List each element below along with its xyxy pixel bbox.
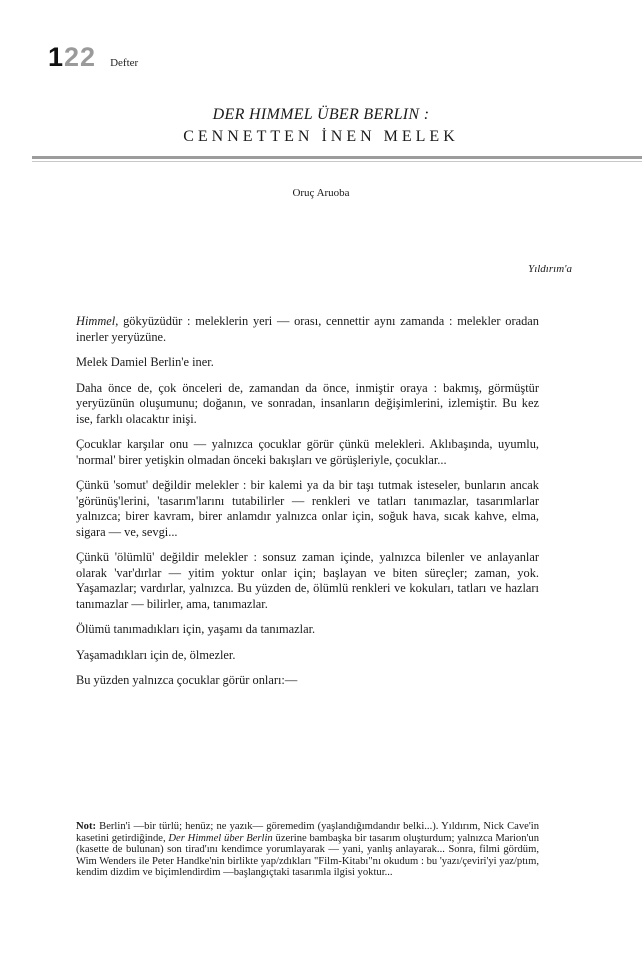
paragraph: Çünkü 'somut' değildir melekler : bir kalemi ya da bir taşı tutmak isteseler, bunların ancak 'görünüş'lerini, 'tasarım'larını tutabilirler — renkleri ve tatları tanımazlar, tasarımlarlar yalnızca; birer kavram, birer anlamdır yalnızca onlar için, soğuk hava, sıcak kahve, elma, sigara — ve, sevgi... — [76, 478, 539, 539]
footnote-text: Berlin'i —bir türlü; henüz; ne yazık— göremedim (yaşlandığımdandır belki...). Yıldırım, Nick Cave'in kasetini getirdiğinde, — [76, 821, 539, 844]
article-body — [76, 314, 539, 699]
paragraph: Ölümü tanımadıkları için, yaşamı da tanımazlar. — [76, 622, 316, 636]
paragraph-lead-word: Himmel — [76, 314, 116, 328]
paragraph: Melek Damiel Berlin'e iner. — [76, 355, 214, 369]
paragraph: Bu yüzden yalnızca çocuklar görür onları:— — [76, 673, 298, 687]
section-name: Defter — [110, 57, 139, 69]
page-header — [48, 42, 138, 73]
dedication: Yıldırım'a — [528, 263, 572, 275]
title-line-2: CENNETTEN İNEN MELEK — [183, 128, 459, 145]
paragraph: Çünkü 'ölümlü' değildir melekler : sonsuz zaman içinde, yalnızca bilenler ve anlayanlar olarak 'var'dırlar — yitim yoktur onlar için; başlayan ve biten süreçler; zaman, yok. Yaşamazlar; vardırlar, yalnızca. Bu yüzden de, ölümlü renkleri ve kokuları, tatları ve hazları tanımazlar — bilirler, ama, tanımazlar. — [76, 550, 539, 611]
paragraph — [76, 314, 539, 345]
footnote — [76, 821, 539, 879]
author: Oruç Aruoba — [292, 187, 350, 199]
title-line-1: DER HIMMEL ÜBER BERLIN : — [212, 106, 430, 123]
page-number-digit: 1 — [48, 42, 65, 72]
paragraph: Çocuklar karşılar onu — yalnızca çocuklar görür çünkü melekleri. Aklıbaşında, uyumlu, 'normal' birer yetişkin olmadan önceki bakışları ve görüşleriyle, çocuklar... — [76, 437, 539, 467]
title-rule-thin — [32, 161, 642, 162]
title-rule — [32, 156, 642, 159]
paragraph: Yaşamadıkları için de, ölmezler. — [76, 647, 236, 662]
footnote-film-title: Der Himmel über Berlin — [168, 832, 273, 844]
paragraph-text: , gökyüzüdür : meleklerin yeri — orası, cennettir aynı zamanda : melekler oradan inerler yeryüzüne. — [76, 314, 539, 344]
page-number-digits: 22 — [64, 42, 97, 72]
footnote-label: Not: — [76, 821, 97, 832]
paragraph: Daha önce de, çok önceleri de, zamandan da önce, inmiştir oraya : bakmış, görmüştür yeryüzünün oluşumunu; doğanın, ve sonradan, insanların değişimlerini, izlemiştir. Bu kez ise, farklı olacaktır inişi. — [76, 380, 539, 426]
footnote-text: üzerine bambaşka bir tasarım oluşturdum; yalnızca Marion'un (kasette de bulunan) son tirad'ını kendimce yorumlayarak — yani, yanlış anlayarak... Sonra, filmi gördüm, Wim Wenders ile Peter Handke'nin birlikte yap/zdıkları "Film-Kitabı"nı okudum : bu 'yazı/çeviri'yi yaz/ptım, kendim dizdim ve biçimlendirdim —başlangıçtaki tasarımla ilgisi yoktur... — [76, 832, 540, 879]
article-title — [0, 106, 642, 146]
page-number — [48, 42, 96, 73]
